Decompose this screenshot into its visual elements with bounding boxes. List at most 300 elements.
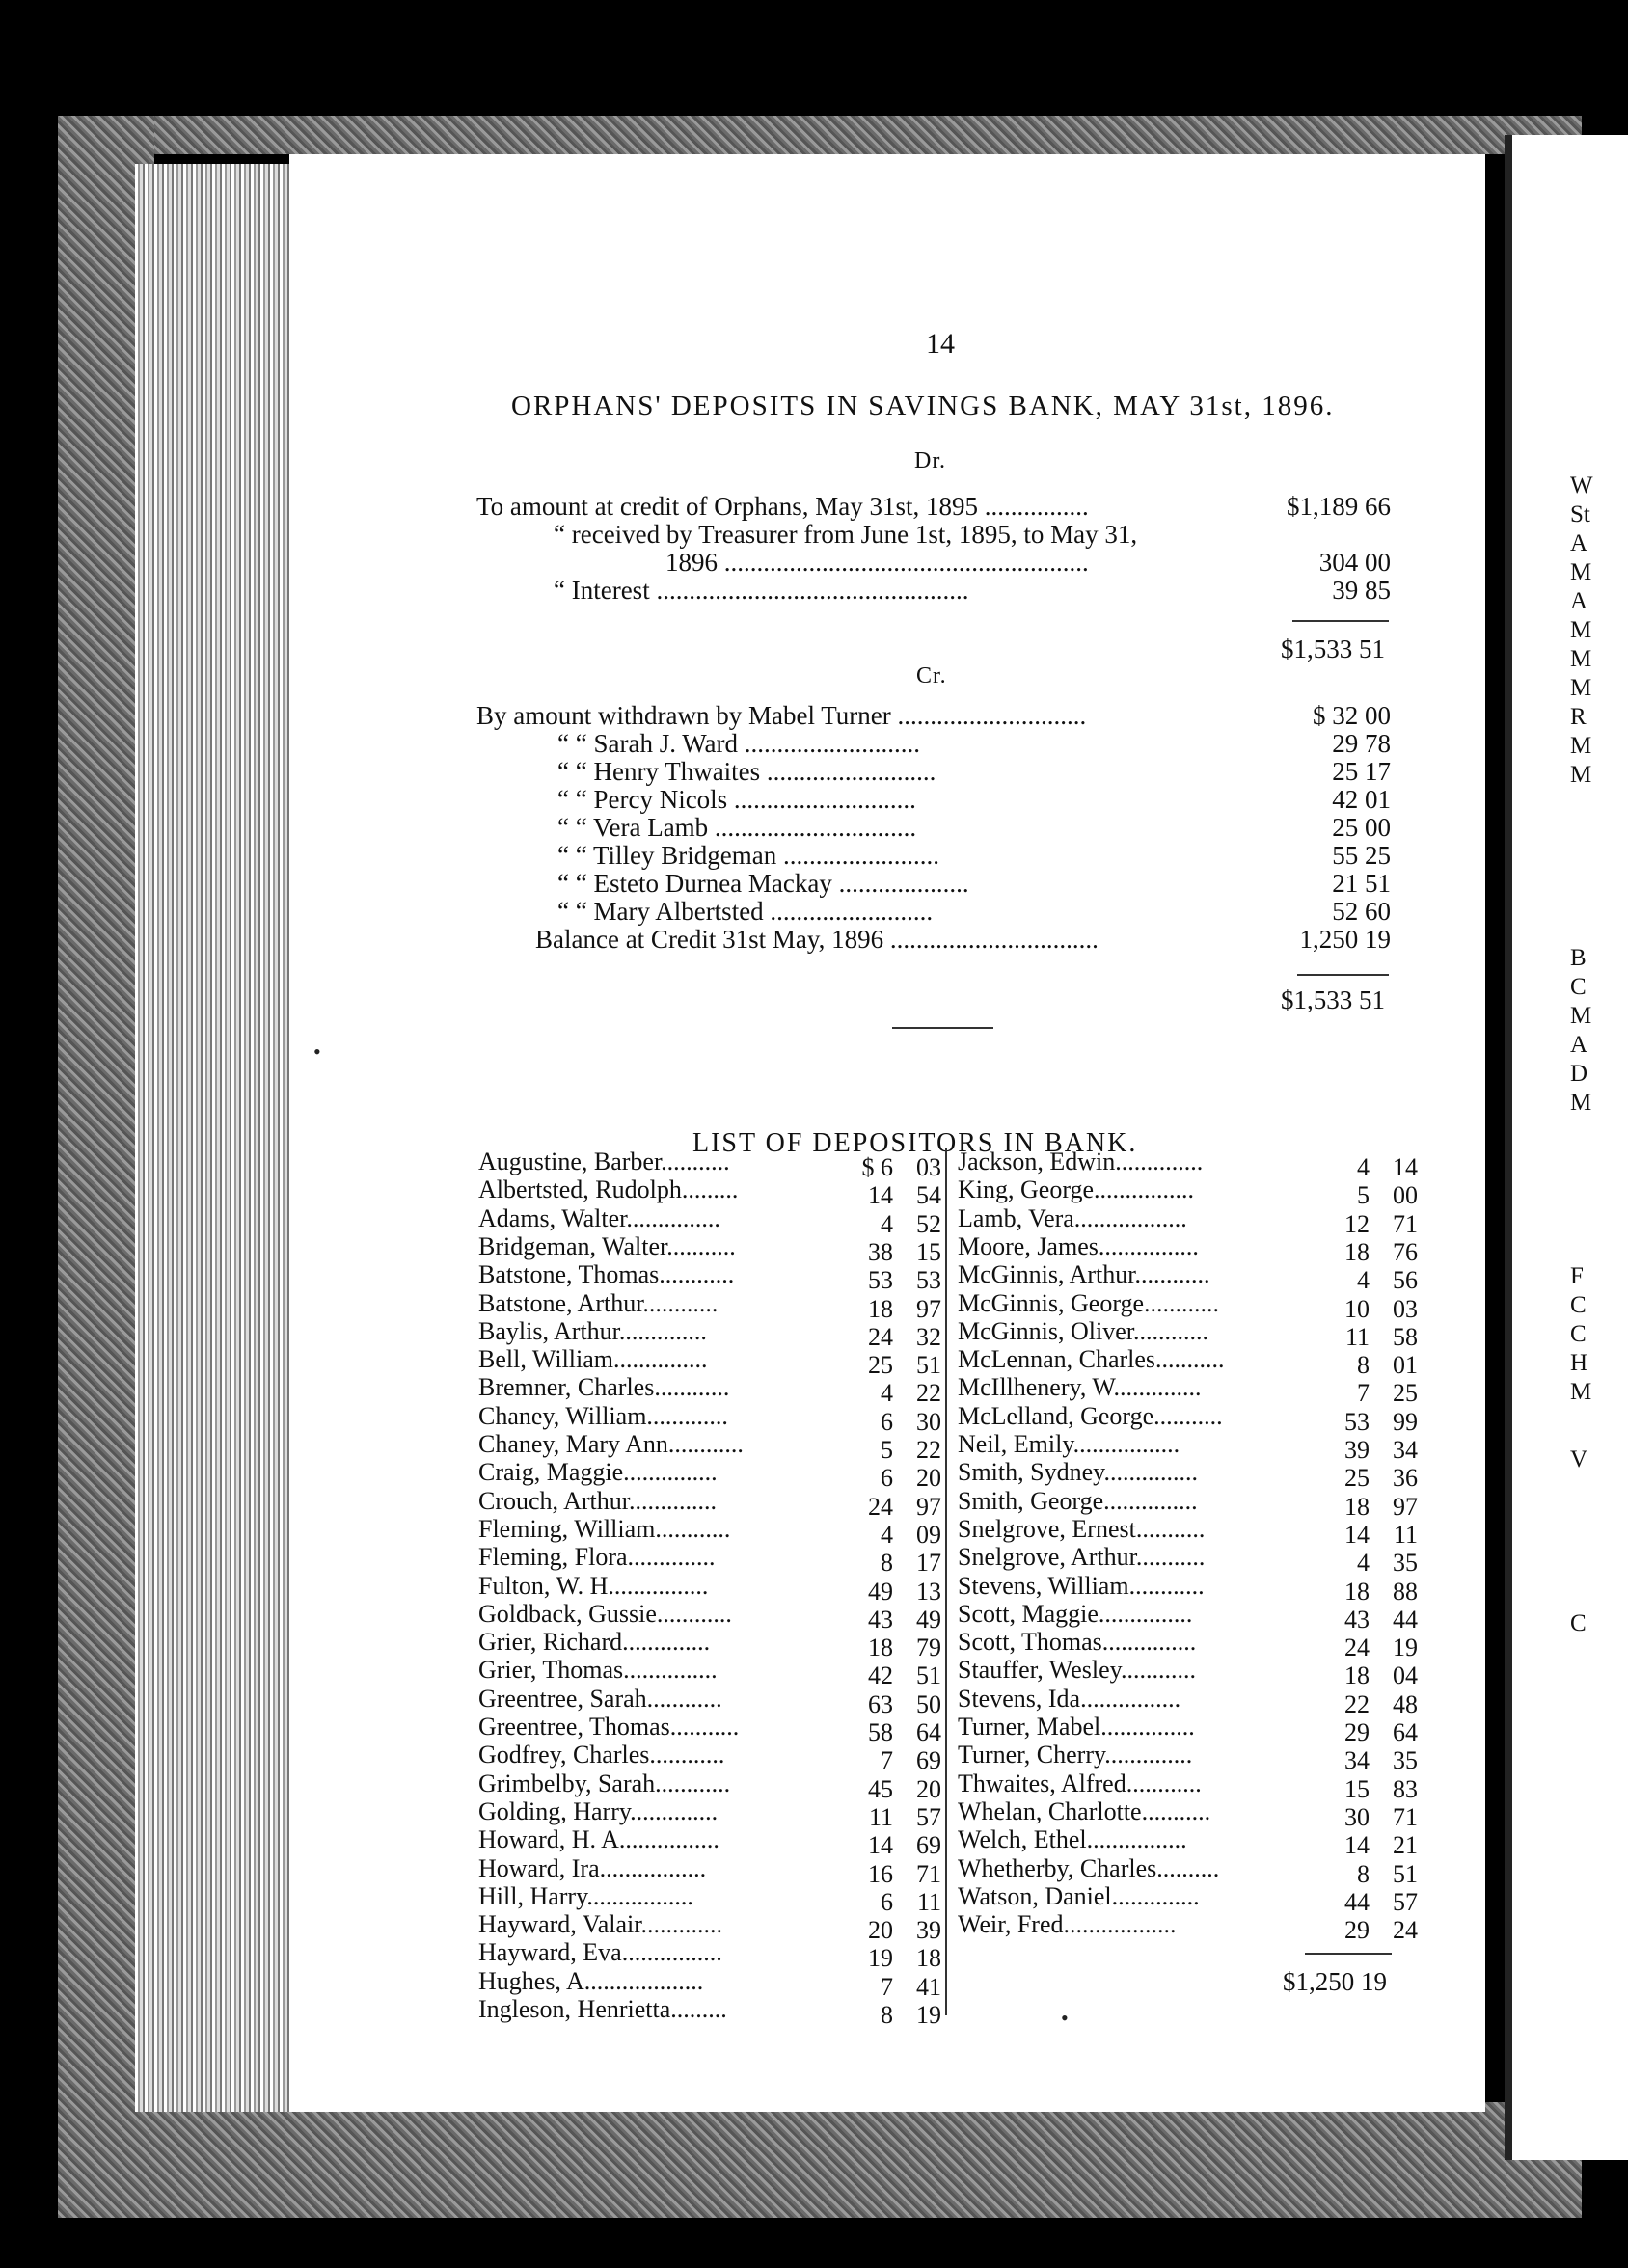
depositor-row [958, 1345, 1418, 1380]
depositor-row [958, 1430, 1418, 1464]
facing-page-letter: F [1570, 1263, 1584, 1289]
depositor-cents: 51 [1393, 1859, 1418, 1888]
debit-line-amount: 304 00 [1318, 548, 1391, 577]
depositor-row [478, 1345, 941, 1380]
depositor-dollars: 14 [1344, 1520, 1370, 1549]
depositor-row [958, 1825, 1418, 1860]
depositor-dollars: 7 [881, 1746, 893, 1775]
credit-line-label: “ “ Mary Albertsted ......................... [557, 898, 934, 926]
debit-line-label: To amount at credit of Orphans, May 31st, 1895 ................ [476, 493, 1089, 521]
depositor-row [958, 1514, 1418, 1549]
depositor-cents: 20 [916, 1774, 941, 1803]
facing-page-letter: C [1570, 1321, 1587, 1347]
list-total-rule [1305, 1953, 1392, 1955]
depositor-cents: 97 [916, 1294, 941, 1323]
book-cover-cloth [58, 116, 1582, 154]
depositor-cents: 35 [1393, 1746, 1418, 1775]
facing-page-letter: M [1570, 1003, 1592, 1029]
depositor-cents: 30 [916, 1407, 941, 1436]
depositor-cents: 25 [1393, 1379, 1418, 1408]
depositor-row [958, 1628, 1418, 1662]
depositor-dollars: 6 [881, 1887, 893, 1916]
depositor-name: Goldback, Gussie............ [478, 1599, 732, 1628]
depositor-cents: 11 [916, 1887, 941, 1916]
depositor-name: Smith, Sydney............... [958, 1458, 1198, 1487]
list-title: LIST OF DEPOSITORS IN BANK. [692, 1128, 1138, 1158]
depositor-row [958, 1203, 1418, 1238]
depositor-row [958, 1486, 1418, 1521]
depositor-dollars: 24 [868, 1492, 893, 1521]
credit-line-amount: 52 60 [1332, 897, 1391, 926]
depositor-name: Hayward, Eva................ [478, 1938, 722, 1967]
depositor-cents: 15 [916, 1237, 941, 1266]
depositor-cents: 57 [1393, 1887, 1418, 1916]
depositor-row [958, 1458, 1418, 1493]
depositor-row [478, 1741, 941, 1775]
debit-line-amount: 39 85 [1332, 576, 1391, 605]
facing-page-letter: A [1570, 1032, 1588, 1058]
facing-page-letter: M [1570, 617, 1592, 643]
depositor-row [478, 1486, 941, 1521]
depositor-dollars: 22 [1344, 1689, 1370, 1718]
depositor-dollars: 14 [868, 1831, 893, 1860]
depositor-name: Weir, Fred.................. [958, 1910, 1177, 1939]
depositor-dollars: 30 [1344, 1802, 1370, 1831]
depositor-cents: 64 [916, 1718, 941, 1746]
facing-page-letter: W [1570, 472, 1593, 499]
depositor-dollars: 10 [1344, 1294, 1370, 1323]
depositor-dollars: 38 [868, 1237, 893, 1266]
debit-line-label: “ Interest ................................................ [554, 577, 969, 605]
facing-page-letter: C [1570, 1610, 1587, 1636]
depositor-cents: 64 [1393, 1718, 1418, 1746]
depositor-row [478, 1768, 941, 1803]
depositor-cents: 22 [916, 1379, 941, 1408]
list-total: $1,250 19 [1283, 1967, 1387, 1996]
depositor-row [478, 1938, 941, 1973]
depositor-name: Turner, Mabel............... [958, 1713, 1195, 1741]
depositor-cents: 51 [916, 1661, 941, 1690]
depositor-name: Batstone, Thomas............ [478, 1260, 735, 1289]
depositor-row [958, 1796, 1418, 1831]
depositor-row [958, 1148, 1418, 1181]
depositor-row [958, 1571, 1418, 1606]
depositor-dollars: 4 [1357, 1549, 1370, 1578]
depositor-dollars: 15 [1344, 1774, 1370, 1803]
depositor-name: Greentree, Sarah............ [478, 1684, 722, 1713]
depositor-name: Stevens, William............ [958, 1571, 1205, 1600]
depositor-row [958, 1768, 1418, 1803]
depositor-dollars: 16 [868, 1859, 893, 1888]
depositor-name: Jackson, Edwin.............. [958, 1148, 1204, 1175]
depositor-dollars: 24 [868, 1322, 893, 1351]
depositor-row [478, 1825, 941, 1860]
credit-line-label: “ “ Esteto Durnea Mackay .................... [557, 870, 969, 898]
credit-rule [1297, 974, 1389, 976]
depositor-name: Fulton, W. H................ [478, 1571, 709, 1600]
facing-page [1505, 135, 1628, 2160]
depositor-cents: 18 [916, 1944, 941, 1973]
facing-page-letter: R [1570, 704, 1587, 730]
depositor-cents: 56 [1393, 1266, 1418, 1295]
depositor-row [478, 1628, 941, 1662]
credit-line-label: “ “ Sarah J. Ward ........................... [557, 730, 921, 758]
depositor-cents: 71 [1393, 1802, 1418, 1831]
depositor-row [958, 1260, 1418, 1295]
depositor-cents: 44 [1393, 1605, 1418, 1634]
depositor-name: McGinnis, George............ [958, 1288, 1220, 1317]
depositor-row [478, 1571, 941, 1606]
credit-line-amount: 25 00 [1332, 813, 1391, 842]
depositor-name: Welch, Ethel................ [958, 1825, 1187, 1854]
debit-line-amount: $1,189 66 [1287, 492, 1391, 521]
credit-line-label: “ “ Henry Thwaites .......................... [557, 758, 936, 786]
depositor-cents: 19 [916, 2001, 941, 2029]
depositor-name: Scott, Thomas............... [958, 1628, 1197, 1657]
depositor-row [478, 1288, 941, 1323]
depositor-dollars: 14 [1344, 1831, 1370, 1860]
depositor-name: Scott, Maggie............... [958, 1599, 1193, 1628]
depositor-dollars: 8 [1357, 1351, 1370, 1380]
depositor-name: King, George................ [958, 1175, 1195, 1204]
depositor-cents: 09 [916, 1520, 941, 1549]
depositor-dollars: 18 [1344, 1237, 1370, 1266]
depositor-name: Snelgrove, Arthur........... [958, 1543, 1206, 1572]
depositor-cents: 13 [916, 1577, 941, 1606]
depositor-dollars: 18 [868, 1294, 893, 1323]
depositor-row [478, 1148, 941, 1181]
facing-page-letter: D [1570, 1061, 1588, 1087]
credit-line-label: “ “ Tilley Bridgeman ........................ [557, 842, 939, 870]
depositor-cents: 14 [1393, 1153, 1418, 1181]
depositor-name: Grimbelby, Sarah............ [478, 1768, 731, 1797]
depositor-cents: 71 [916, 1859, 941, 1888]
depositor-name: Hill, Harry................. [478, 1881, 693, 1910]
depositor-name: Godfrey, Charles............ [478, 1741, 725, 1769]
depositor-dollars: 18 [1344, 1492, 1370, 1521]
depositor-name: Whelan, Charlotte........... [958, 1796, 1211, 1825]
depositor-dollars: 29 [1344, 1916, 1370, 1945]
depositor-dollars: 19 [868, 1944, 893, 1973]
credit-line-amount: 21 51 [1332, 869, 1391, 898]
depositor-name: Grier, Thomas............... [478, 1656, 718, 1685]
depositor-dollars: 58 [868, 1718, 893, 1746]
depositor-name: Whetherby, Charles.......... [958, 1853, 1220, 1882]
depositor-cents: 76 [1393, 1237, 1418, 1266]
depositor-dollars: 4 [881, 1379, 893, 1408]
depositor-dollars: 63 [868, 1689, 893, 1718]
depositor-row [958, 1910, 1418, 1945]
depositor-dollars: 12 [1344, 1209, 1370, 1238]
depositor-name: Thwaites, Alfred............ [958, 1768, 1202, 1797]
depositor-dollars: 45 [868, 1774, 893, 1803]
depositor-cents: 32 [916, 1322, 941, 1351]
credit-line-label: “ “ Vera Lamb ............................... [557, 814, 917, 842]
depositor-cents: 04 [1393, 1661, 1418, 1690]
depositor-cents: 54 [916, 1181, 941, 1210]
depositor-cents: 11 [1393, 1520, 1418, 1549]
depositor-name: Fleming, William............ [478, 1514, 731, 1543]
depositor-row [958, 1853, 1418, 1888]
depositor-row [478, 1543, 941, 1578]
depositor-name: Smith, George............... [958, 1486, 1198, 1515]
depositor-row [478, 1910, 941, 1945]
depositor-name: Golding, Harry.............. [478, 1796, 719, 1825]
depositor-name: Neil, Emily................. [958, 1430, 1180, 1458]
depositor-name: Grier, Richard.............. [478, 1628, 711, 1657]
depositor-row [958, 1881, 1418, 1916]
depositor-name: Augustine, Barber........... [478, 1148, 730, 1175]
debit-rule [1292, 620, 1389, 622]
depositor-name: Chaney, William............. [478, 1401, 728, 1430]
page-number: 14 [926, 328, 955, 360]
depositor-row [958, 1684, 1418, 1718]
depositor-dollars: 42 [868, 1661, 893, 1690]
depositor-dollars: 4 [881, 1209, 893, 1238]
depositor-name: Baylis, Arthur.............. [478, 1316, 707, 1345]
facing-page-letter: M [1570, 559, 1592, 585]
depositor-dollars: 25 [1344, 1464, 1370, 1493]
depositor-row [958, 1401, 1418, 1436]
depositor-cents: 99 [1393, 1407, 1418, 1436]
depositor-row [478, 1458, 941, 1493]
depositor-row [958, 1373, 1418, 1408]
depositor-name: McLelland, George........... [958, 1401, 1223, 1430]
margin-mark: • [313, 1040, 321, 1064]
depositor-name: Greentree, Thomas........... [478, 1713, 740, 1741]
depositor-cents: 00 [1393, 1181, 1418, 1210]
depositor-name: Fleming, Flora.............. [478, 1543, 716, 1572]
depositor-dollars: 8 [881, 1549, 893, 1578]
depositor-row [478, 1713, 941, 1746]
debit-line-label: 1896 ........................................................ [665, 549, 1089, 577]
credit-line-label: Balance at Credit 31st May, 1896 ................................ [535, 926, 1099, 954]
facing-page-letter: B [1570, 945, 1587, 971]
depositor-dollars: 18 [1344, 1661, 1370, 1690]
depositor-cents: 49 [916, 1605, 941, 1634]
depositor-name: Snelgrove, Ernest........... [958, 1514, 1206, 1543]
depositor-cents: 69 [916, 1746, 941, 1775]
depositor-row [478, 1966, 941, 2001]
depositor-cents: 41 [916, 1972, 941, 2001]
depositor-dollars: 8 [881, 2001, 893, 2029]
depositor-name: Chaney, Mary Ann............ [478, 1430, 744, 1458]
depositor-row [478, 1401, 941, 1436]
depositor-name: Howard, Ira................. [478, 1853, 707, 1882]
depositor-cents: 20 [916, 1464, 941, 1493]
depositor-row [478, 1260, 941, 1295]
depositor-row [958, 1713, 1418, 1746]
depositor-dollars: 25 [868, 1351, 893, 1380]
depositor-cents: 97 [1393, 1492, 1418, 1521]
depositor-row [478, 1231, 941, 1266]
depositor-dollars: 4 [1357, 1153, 1370, 1181]
depositor-dollars: 43 [868, 1605, 893, 1634]
depositor-dollars: 49 [868, 1577, 893, 1606]
depositor-cents: 21 [1393, 1831, 1418, 1860]
depositor-row [958, 1316, 1418, 1351]
debit-line-label: “ received by Treasurer from June 1st, 1895, to May 31, [554, 521, 1138, 549]
depositor-row [478, 1684, 941, 1718]
depositor-name: Bridgeman, Walter........... [478, 1231, 736, 1260]
depositor-cents: 03 [1393, 1294, 1418, 1323]
depositor-dollars: 7 [1357, 1379, 1370, 1408]
depositor-dollars: 7 [881, 1972, 893, 2001]
depositor-dollars: 39 [1344, 1436, 1370, 1464]
credit-line-label: By amount withdrawn by Mabel Turner ............................. [476, 702, 1087, 730]
depositor-dollars: 44 [1344, 1887, 1370, 1916]
depositor-cents: 36 [1393, 1464, 1418, 1493]
depositor-cents: 52 [916, 1209, 941, 1238]
depositor-name: Adams, Walter............... [478, 1203, 720, 1232]
depositor-dollars: 11 [868, 1802, 893, 1831]
depositor-cents: 83 [1393, 1774, 1418, 1803]
credit-heading: Cr. [916, 663, 947, 688]
depositor-row [478, 1514, 941, 1549]
depositor-cents: 39 [916, 1916, 941, 1945]
facing-page-letter: M [1570, 733, 1592, 759]
credit-line-amount: 55 25 [1332, 841, 1391, 870]
facing-page-letter: H [1570, 1350, 1588, 1376]
depositor-dollars: 20 [868, 1916, 893, 1945]
column-separator [945, 1148, 947, 2015]
depositor-name: McIllhenery, W.............. [958, 1373, 1202, 1402]
depositor-dollars: 4 [881, 1520, 893, 1549]
depositor-cents: 51 [916, 1351, 941, 1380]
facing-page-letter: M [1570, 762, 1592, 788]
depositor-row [478, 1881, 941, 1916]
gutter [1505, 135, 1512, 2160]
depositor-dollars: 18 [868, 1634, 893, 1662]
depositor-name: Hughes, A................... [478, 1966, 704, 1995]
depositor-row [958, 1543, 1418, 1578]
depositor-cents: 01 [1393, 1351, 1418, 1380]
section-divider [892, 1027, 993, 1029]
facing-page-letter: C [1570, 1292, 1587, 1318]
depositor-name: Stevens, Ida................ [958, 1684, 1181, 1713]
depositor-name: Stauffer, Wesley............ [958, 1656, 1196, 1685]
depositor-row [478, 1430, 941, 1464]
depositor-cents: 34 [1393, 1436, 1418, 1464]
facing-page-letter: St [1570, 501, 1590, 527]
facing-page-letter: A [1570, 588, 1588, 614]
depositor-name: Ingleson, Henrietta......... [478, 1995, 727, 2023]
credit-line-amount: 1,250 19 [1299, 925, 1391, 954]
facing-page-letter: C [1570, 974, 1587, 1000]
depositor-cents: 03 [916, 1153, 941, 1181]
depositor-name: Albertsted, Rudolph......... [478, 1175, 739, 1204]
depositor-cents: 88 [1393, 1577, 1418, 1606]
depositor-cents: 35 [1393, 1549, 1418, 1578]
depositor-row [958, 1599, 1418, 1634]
depositor-cents: 79 [916, 1634, 941, 1662]
facing-page-letter: M [1570, 1379, 1592, 1405]
depositor-row [478, 1853, 941, 1888]
depositor-dollars: 24 [1344, 1634, 1370, 1662]
depositor-name: McGinnis, Oliver............ [958, 1316, 1208, 1345]
depositor-dollars: 4 [1357, 1266, 1370, 1295]
credit-line-label: “ “ Percy Nicols ............................ [557, 786, 916, 814]
depositor-name: Bell, William............... [478, 1345, 708, 1374]
depositor-dollars: 5 [1357, 1181, 1370, 1210]
facing-page-letter: M [1570, 675, 1592, 701]
depositor-cents: 22 [916, 1436, 941, 1464]
depositor-name: Bremner, Charles............ [478, 1373, 730, 1402]
depositor-row [478, 1175, 941, 1210]
depositor-dollars: $ 6 [861, 1153, 893, 1181]
depositor-dollars: 6 [881, 1464, 893, 1493]
depositor-dollars: 5 [881, 1436, 893, 1464]
depositor-row [478, 1656, 941, 1690]
debit-total: $1,533 51 [1281, 634, 1385, 663]
depositor-row [478, 1796, 941, 1831]
depositor-cents: 57 [916, 1802, 941, 1831]
depositor-name: Craig, Maggie............... [478, 1458, 718, 1487]
depositor-cents: 69 [916, 1831, 941, 1860]
depositor-row [958, 1231, 1418, 1266]
depositor-dollars: 6 [881, 1407, 893, 1436]
depositor-dollars: 29 [1344, 1718, 1370, 1746]
facing-page-letter: M [1570, 646, 1592, 672]
depositor-row [478, 1203, 941, 1238]
depositor-row [958, 1288, 1418, 1323]
credit-line-amount: 25 17 [1332, 757, 1391, 786]
depositor-name: Batstone, Arthur............ [478, 1288, 719, 1317]
facing-page-letter: V [1570, 1446, 1588, 1472]
depositor-dollars: 11 [1344, 1322, 1370, 1351]
depositor-row [478, 1316, 941, 1351]
depositor-cents: 53 [916, 1266, 941, 1295]
credit-line-amount: 29 78 [1332, 729, 1391, 758]
depositor-cents: 19 [1393, 1634, 1418, 1662]
stray-mark: • [1061, 2006, 1069, 2030]
depositor-name: Lamb, Vera.................. [958, 1203, 1187, 1232]
depositor-cents: 97 [916, 1492, 941, 1521]
depositor-cents: 50 [916, 1689, 941, 1718]
depositor-row [958, 1175, 1418, 1210]
page-title: ORPHANS' DEPOSITS IN SAVINGS BANK, MAY 31st, 1896. [511, 391, 1335, 421]
book-cover-cloth [58, 2102, 1582, 2218]
depositor-cents: 24 [1393, 1916, 1418, 1945]
depositor-cents: 71 [1393, 1209, 1418, 1238]
depositor-cents: 17 [916, 1549, 941, 1578]
debit-heading: Dr. [914, 448, 946, 473]
depositor-dollars: 18 [1344, 1577, 1370, 1606]
depositor-row [958, 1656, 1418, 1690]
depositor-name: Moore, James................ [958, 1231, 1199, 1260]
depositor-row [478, 1599, 941, 1634]
credit-total: $1,533 51 [1281, 986, 1385, 1014]
depositor-name: McLennan, Charles........... [958, 1345, 1225, 1374]
page-edges [135, 164, 299, 2112]
facing-page-letter: A [1570, 530, 1588, 556]
depositor-dollars: 8 [1357, 1859, 1370, 1888]
depositor-dollars: 14 [868, 1181, 893, 1210]
depositor-row [958, 1741, 1418, 1775]
depositor-cents: 58 [1393, 1322, 1418, 1351]
depositor-name: Howard, H. A................ [478, 1825, 719, 1854]
depositor-dollars: 34 [1344, 1746, 1370, 1775]
depositor-name: Crouch, Arthur.............. [478, 1486, 717, 1515]
depositor-name: Turner, Cherry.............. [958, 1741, 1193, 1769]
depositor-row [478, 1373, 941, 1408]
depositor-row [478, 1995, 941, 2029]
credit-line-amount: $ 32 00 [1313, 701, 1391, 730]
depositor-cents: 48 [1393, 1689, 1418, 1718]
depositor-name: Watson, Daniel.............. [958, 1881, 1200, 1910]
depositor-dollars: 53 [868, 1266, 893, 1295]
depositor-name: Hayward, Valair............. [478, 1910, 722, 1939]
